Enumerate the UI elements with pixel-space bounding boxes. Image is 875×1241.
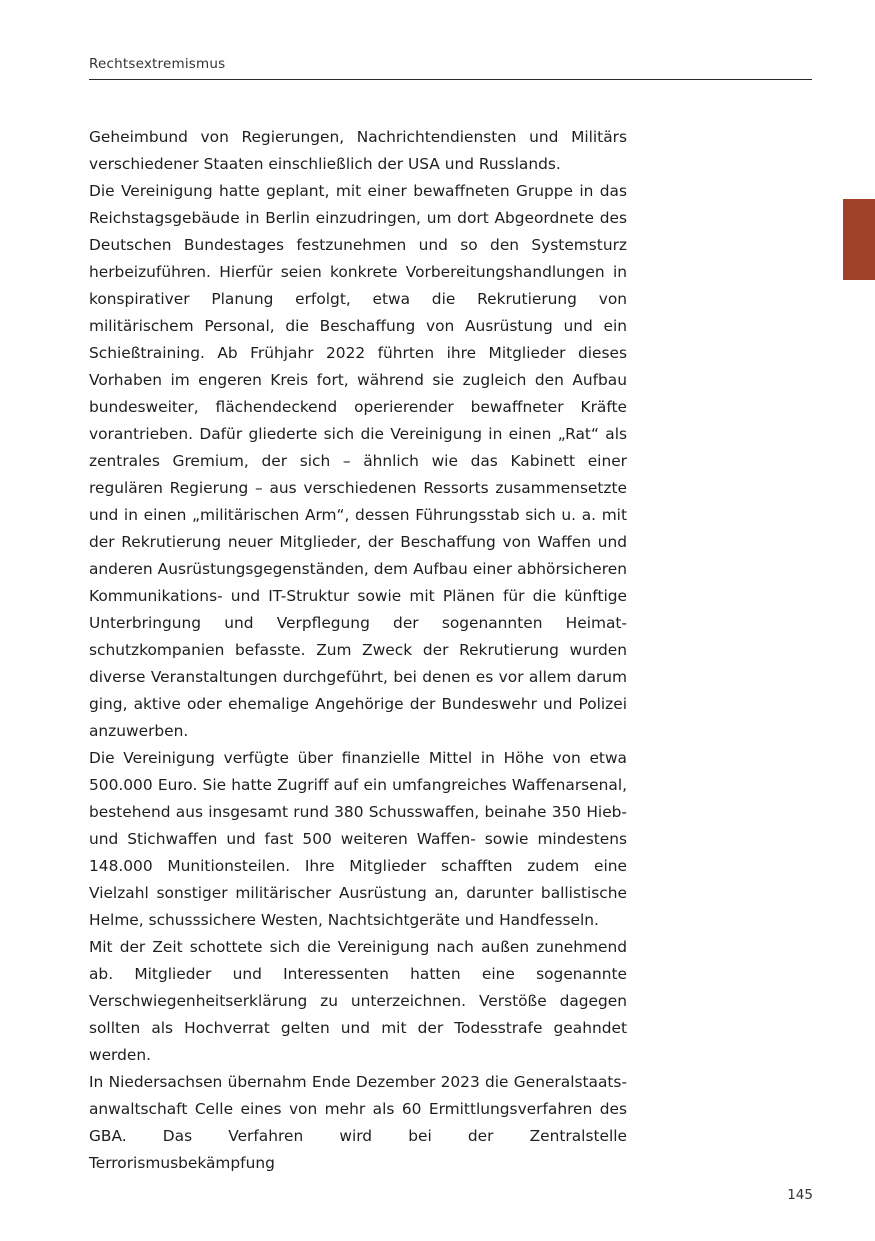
page-number: 145 <box>787 1187 813 1203</box>
paragraph: In Niedersachsen übernahm Ende Dezember 2023 die Generalstaatsanwaltschaft Celle eines von mehr als 60 Ermittlungsverfahren des GBA. Das Verfahren wird bei der Zentralstelle Terrorismusbekämpfung <box>89 1073 627 1172</box>
header-rule <box>89 79 812 80</box>
running-head: Rechtsextremismus <box>89 56 226 72</box>
paragraph: Die Vereinigung verfügte über finanzielle Mittel in Höhe von etwa 500.000 Euro. Sie hatte Zugriff auf ein umfangreiches Waffenarsenal, bestehend aus insgesamt rund 380 Schusswaffen, beinahe 350 Hieb- und Stichwaffen und fast 500 weiteren Waffen- sowie mindestens 148.000 Munitionsteilen. Ihre Mitglieder schafften zudem eine Vielzahl sonstiger militärischer Ausrüstung an, darunter ballistische Helme, schusssichere Westen, Nachtsichtgeräte und Handfesseln. <box>89 749 627 929</box>
paragraph: Geheimbund von Regierungen, Nachrichtendiensten und Militärs verschiedener Staaten einschließlich der USA und Russlands. <box>89 128 627 173</box>
body-text <box>89 124 627 1177</box>
paragraph: Mit der Zeit schottete sich die Vereinigung nach außen zunehmend ab. Mitglieder und Interessenten hatten eine sogenannte Verschwiegenheitserklärung zu unterzeichnen. Verstöße dagegen sollten als Hochverrat gelten und mit der Todesstrafe geahndet werden. <box>89 938 627 1064</box>
paragraph: Die Vereinigung hatte geplant, mit einer bewaffneten Gruppe in das Reichstagsgebäude in Berlin einzudringen, um dort Abgeordnete des Deutschen Bundestages festzunehmen und so den Systemsturz herbeizuführen. Hierfür seien konkrete Vorbereitungshandlungen in konspirativer Planung erfolgt, etwa die Rekrutierung von militärischem Personal, die Beschaffung von Ausrüstung und ein Schießtraining. Ab Frühjahr 2022 führten ihre Mitglieder dieses Vorhaben im engeren Kreis fort, während sie zugleich den Aufbau bundesweiter, flächendeckend operierender bewaffneter Kräfte vorantrieben. Dafür gliederte sich die Vereinigung in einen „Rat“ als zentrales Gremium, der sich – ähnlich wie das Kabinett einer regulären Regierung – aus verschiedenen Ressorts zusammensetzte und in einen „militärischen Arm“, dessen Führungsstab sich u. a. mit der Rekrutierung neuer Mitglieder, der Beschaffung von Waffen und anderen Ausrüstungsgegenständen, dem Aufbau einer abhörsicheren Kommunikations- und IT-Struktur sowie mit Plänen für die künftige Unterbringung und Verpflegung der sogenannten Heimatschutzkompanien befasste. Zum Zweck der Rekrutierung wurden diverse Veranstaltungen durchgeführt, bei denen es vor allem darum ging, aktive oder ehemalige Angehörige der Bundeswehr und Polizei anzuwerben. <box>89 182 627 740</box>
chapter-thumb-tab <box>843 199 875 280</box>
